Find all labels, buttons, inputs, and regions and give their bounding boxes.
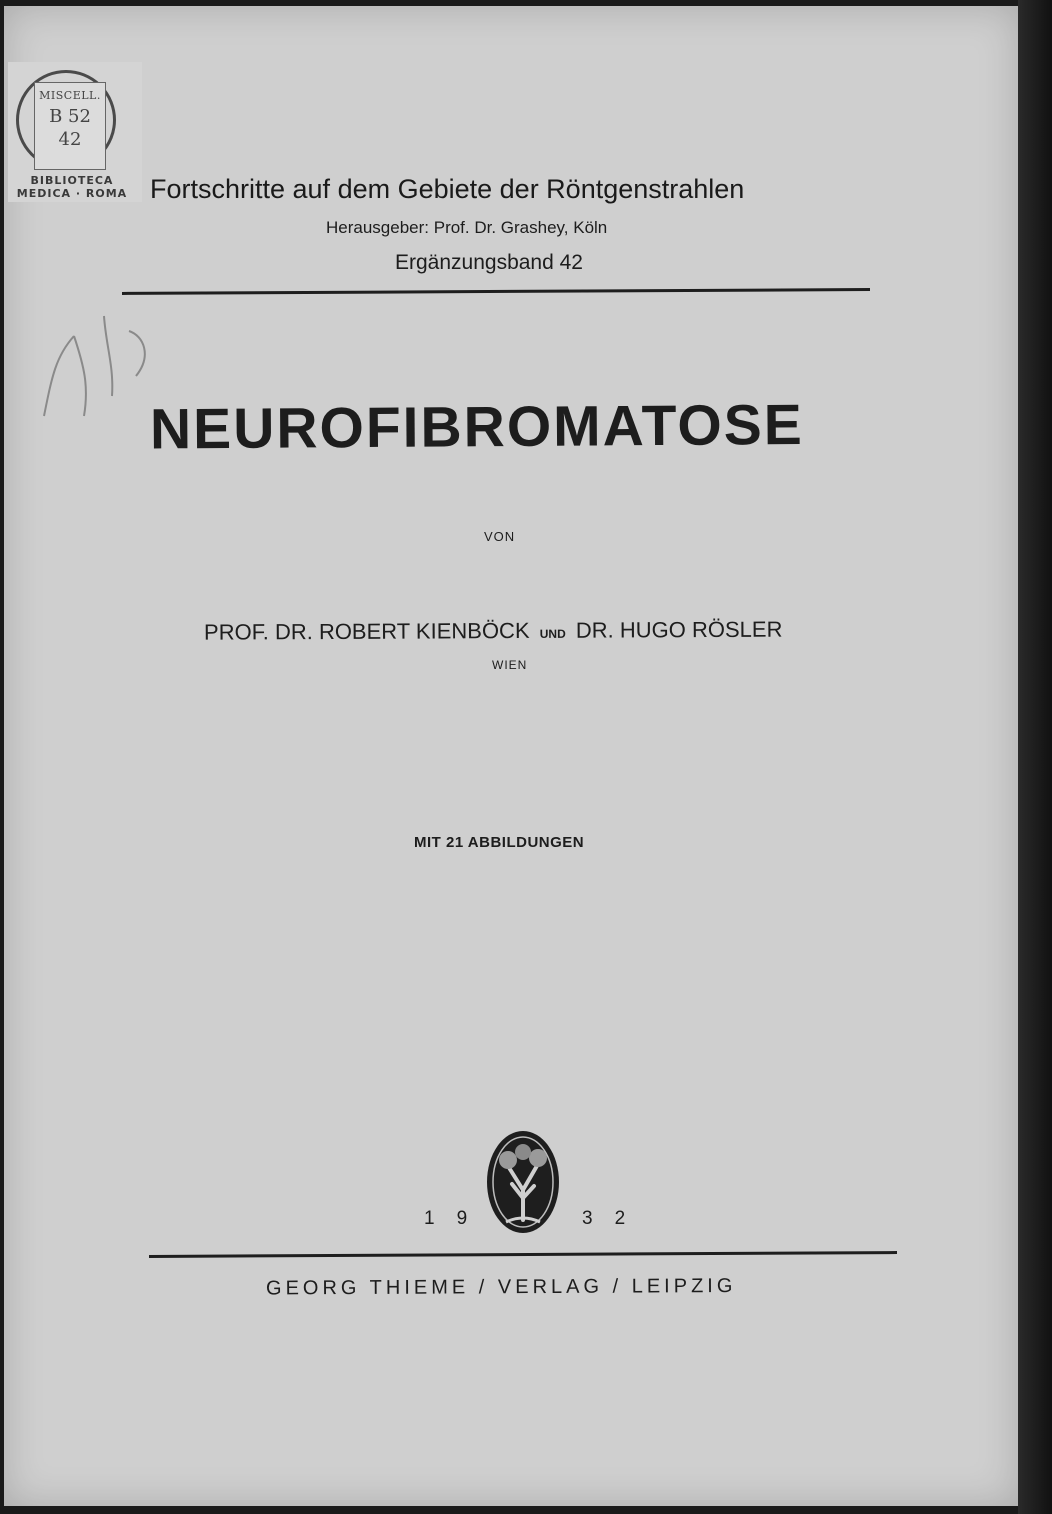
top-rule (122, 288, 870, 295)
supplement-volume: Ergänzungsband 42 (395, 251, 583, 274)
book-cover (4, 6, 1018, 1506)
author-city: WIEN (492, 658, 528, 672)
figures-note: MIT 21 ABBILDUNGEN (414, 834, 585, 851)
scan-edge (1018, 0, 1052, 1514)
authors-line (204, 616, 844, 645)
book-title: NEUROFIBROMATOSE (149, 392, 804, 462)
year-right: 32 (582, 1208, 648, 1229)
stamp-line-3: 42 (58, 129, 82, 150)
stamp-line-2: B 52 (49, 106, 91, 127)
by-label: VON (484, 529, 516, 544)
stamp-ring-text: BIBLIOTECA MEDICA · ROMA (16, 174, 128, 200)
series-title: Fortschritte auf dem Gebiete der Röntgenstrahlen (150, 174, 745, 204)
conjunction: UND (539, 626, 566, 641)
author-2: DR. HUGO RÖSLER (575, 616, 783, 643)
year-left: 19 (424, 1208, 490, 1229)
stamp-label (34, 82, 106, 170)
publisher-line: GEORG THIEME / VERLAG / LEIPZIG (265, 1275, 737, 1300)
bottom-rule (149, 1251, 897, 1258)
editor-line: Herausgeber: Prof. Dr. Grashey, Köln (326, 218, 608, 237)
pencil-annotation (34, 296, 164, 436)
publisher-tree-logo (484, 1128, 562, 1236)
stamp-line-1: MISCELL. (39, 89, 101, 102)
library-stamp (8, 62, 142, 202)
author-1: PROF. DR. ROBERT KIENBÖCK (203, 617, 530, 645)
